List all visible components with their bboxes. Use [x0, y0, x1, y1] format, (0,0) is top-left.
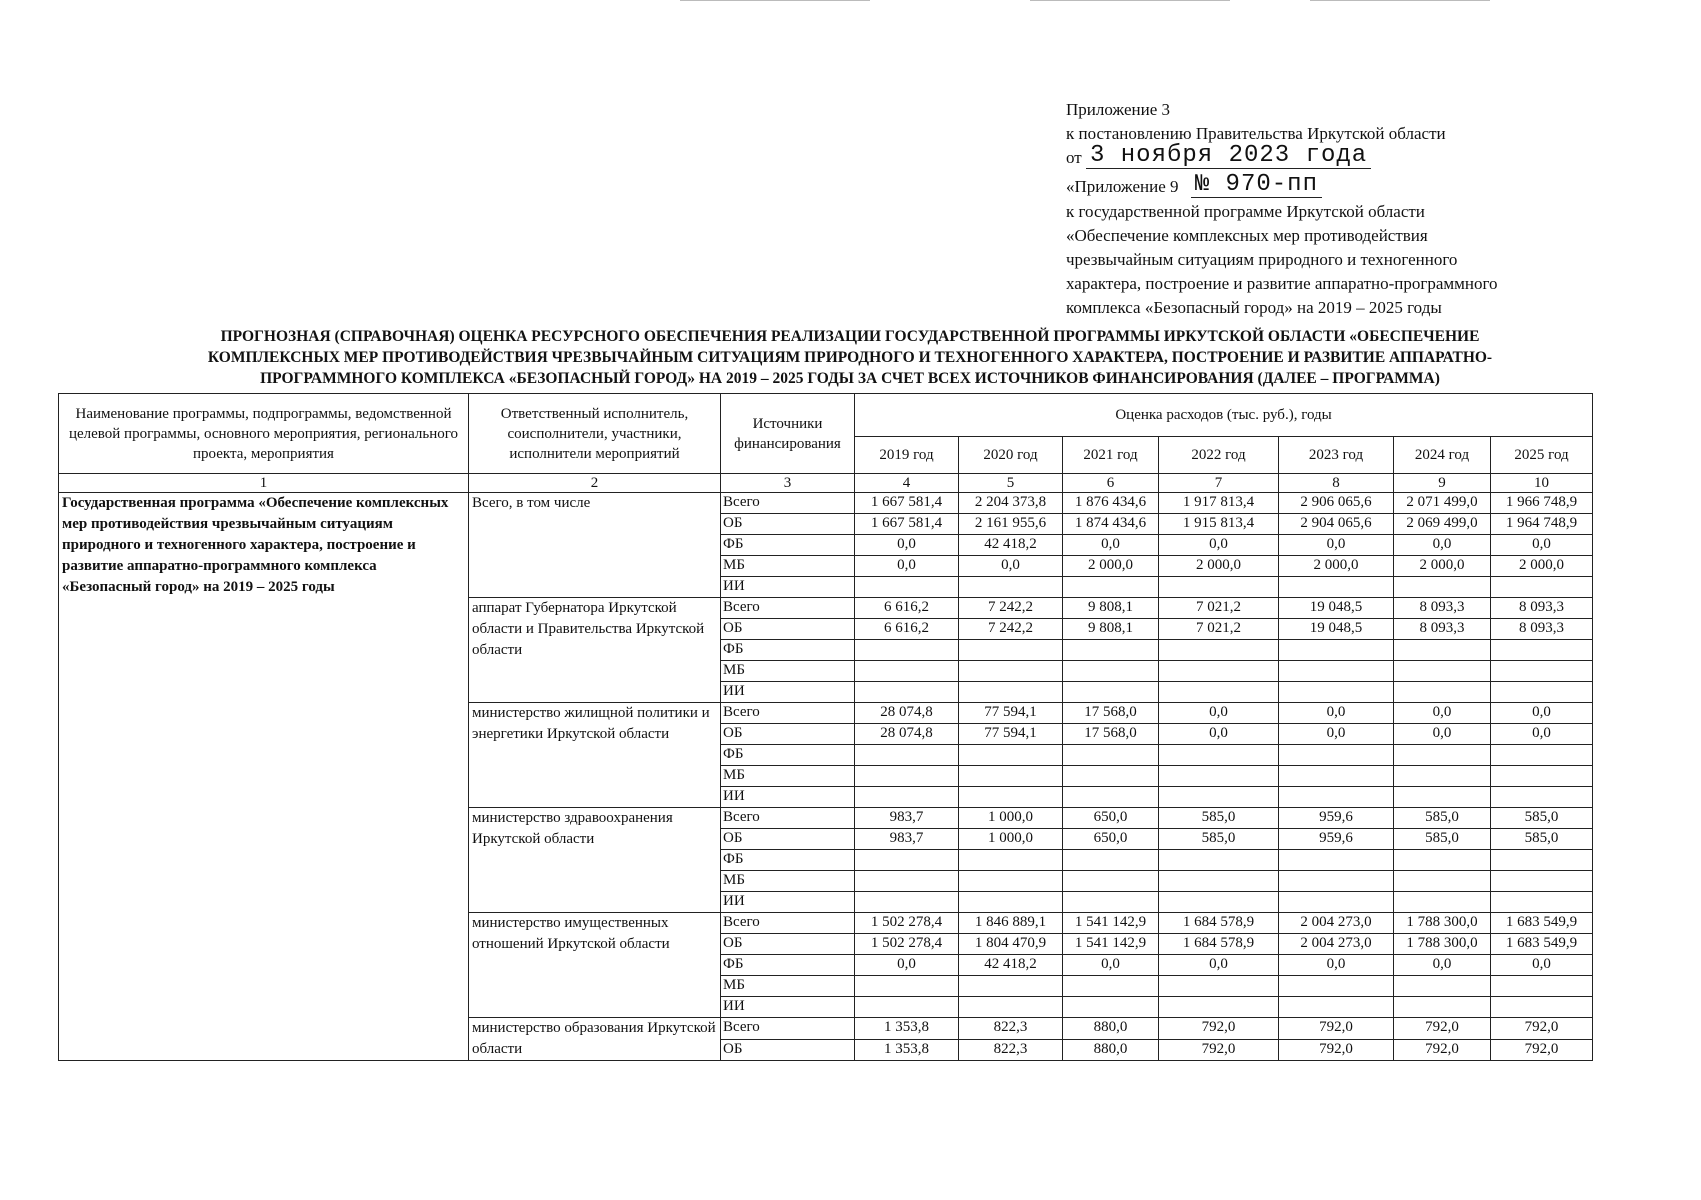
source-cell: ИИ	[721, 997, 855, 1018]
value-cell: 1 684 578,9	[1159, 934, 1279, 955]
source-cell: ОБ	[721, 619, 855, 640]
value-cell	[1279, 745, 1394, 766]
header-year: 2021 год	[1063, 437, 1159, 474]
source-cell: Всего	[721, 703, 855, 724]
value-cell: 585,0	[1159, 829, 1279, 850]
title-line-1: ПРОГНОЗНАЯ (СПРАВОЧНАЯ) ОЦЕНКА РЕСУРСНОГО ОБЕСПЕЧЕНИЯ РЕАЛИЗАЦИИ ГОСУДАРСТВЕННОЙ ПРОГРАММЫ ИРКУТСКОЙ ОБЛАСТИ «ОБЕСПЕЧЕНИЕ	[220, 328, 1480, 345]
value-cell	[1491, 745, 1593, 766]
value-cell	[1491, 892, 1593, 913]
value-cell: 0,0	[1491, 535, 1593, 556]
header-column-numbers	[59, 474, 1593, 493]
value-cell: 1 683 549,9	[1491, 913, 1593, 934]
value-cell	[1394, 892, 1491, 913]
value-cell: 1 915 813,4	[1159, 514, 1279, 535]
value-cell: 7 242,2	[959, 619, 1063, 640]
value-cell	[1063, 661, 1159, 682]
table-row	[59, 493, 1593, 514]
appendix-line-1: Приложение 3	[1066, 100, 1170, 119]
value-cell: 1 000,0	[959, 808, 1063, 829]
value-cell: 792,0	[1279, 1039, 1394, 1061]
value-cell	[1159, 892, 1279, 913]
value-cell: 1 966 748,9	[1491, 493, 1593, 514]
value-cell: 0,0	[1159, 724, 1279, 745]
value-cell: 2 000,0	[1063, 556, 1159, 577]
value-cell	[1159, 976, 1279, 997]
value-cell: 1 502 278,4	[855, 913, 959, 934]
value-cell	[1279, 892, 1394, 913]
source-cell: МБ	[721, 556, 855, 577]
value-cell	[1063, 976, 1159, 997]
appendix-line-8: характера, построение и развитие аппаратно-программного	[1066, 274, 1498, 293]
value-cell: 19 048,5	[1279, 619, 1394, 640]
value-cell: 1 667 581,4	[855, 514, 959, 535]
value-cell	[959, 997, 1063, 1018]
value-cell	[1063, 640, 1159, 661]
value-cell	[1394, 661, 1491, 682]
value-cell	[1279, 577, 1394, 598]
appendix-line-6: «Обеспечение комплексных мер противодействия	[1066, 226, 1428, 245]
value-cell: 1 876 434,6	[1063, 493, 1159, 514]
value-cell: 0,0	[855, 556, 959, 577]
value-cell	[1159, 787, 1279, 808]
value-cell: 0,0	[1279, 703, 1394, 724]
value-cell: 792,0	[1394, 1018, 1491, 1040]
source-cell: ФБ	[721, 745, 855, 766]
date-stamp: 3 ноября 2023 года	[1086, 144, 1371, 169]
value-cell: 0,0	[1063, 535, 1159, 556]
value-cell	[1063, 577, 1159, 598]
value-cell	[855, 892, 959, 913]
value-cell: 6 616,2	[855, 598, 959, 619]
column-number: 4	[855, 474, 959, 493]
ot-label: от	[1066, 148, 1082, 167]
value-cell	[1491, 640, 1593, 661]
value-cell: 2 004 273,0	[1279, 913, 1394, 934]
appendix-line-5: к государственной программе Иркутской области	[1066, 202, 1425, 221]
column-number: 5	[959, 474, 1063, 493]
value-cell	[855, 577, 959, 598]
value-cell	[1159, 661, 1279, 682]
value-cell: 0,0	[1394, 535, 1491, 556]
value-cell: 880,0	[1063, 1039, 1159, 1061]
column-number: 3	[721, 474, 855, 493]
value-cell: 6 616,2	[855, 619, 959, 640]
executor-cell: министерство жилищной политики и энергетики Иркутской области	[469, 703, 721, 808]
document-title	[100, 326, 1600, 389]
value-cell	[1394, 766, 1491, 787]
value-cell: 0,0	[1159, 955, 1279, 976]
value-cell	[855, 682, 959, 703]
value-cell	[1394, 745, 1491, 766]
value-cell: 7 242,2	[959, 598, 1063, 619]
value-cell: 0,0	[1394, 955, 1491, 976]
value-cell: 0,0	[959, 556, 1063, 577]
source-cell: ОБ	[721, 829, 855, 850]
source-cell: ОБ	[721, 514, 855, 535]
source-cell: МБ	[721, 871, 855, 892]
value-cell	[959, 892, 1063, 913]
value-cell	[1394, 787, 1491, 808]
value-cell	[855, 787, 959, 808]
value-cell	[1491, 682, 1593, 703]
value-cell: 585,0	[1491, 808, 1593, 829]
value-cell: 792,0	[1491, 1039, 1593, 1061]
value-cell: 0,0	[1279, 724, 1394, 745]
value-cell	[959, 976, 1063, 997]
column-number: 2	[469, 474, 721, 493]
executor-cell: аппарат Губернатора Иркутской области и Правительства Иркутской области	[469, 598, 721, 703]
header-name: Наименование программы, подпрограммы, ведомственной целевой программы, основного мероприятия, регионального проекта, мероприятия	[59, 394, 469, 474]
value-cell: 1 684 578,9	[1159, 913, 1279, 934]
value-cell: 42 418,2	[959, 535, 1063, 556]
column-number: 9	[1394, 474, 1491, 493]
value-cell	[1279, 787, 1394, 808]
value-cell: 0,0	[1279, 535, 1394, 556]
value-cell: 585,0	[1491, 829, 1593, 850]
value-cell: 0,0	[1491, 955, 1593, 976]
value-cell: 2 000,0	[1279, 556, 1394, 577]
value-cell: 0,0	[855, 955, 959, 976]
value-cell: 8 093,3	[1394, 598, 1491, 619]
column-number: 7	[1159, 474, 1279, 493]
value-cell: 0,0	[1394, 724, 1491, 745]
column-number: 6	[1063, 474, 1159, 493]
source-cell: Всего	[721, 1018, 855, 1040]
value-cell	[855, 640, 959, 661]
value-cell: 0,0	[1159, 535, 1279, 556]
column-number: 1	[59, 474, 469, 493]
value-cell	[1279, 661, 1394, 682]
value-cell: 585,0	[1159, 808, 1279, 829]
value-cell: 1 000,0	[959, 829, 1063, 850]
value-cell	[1279, 640, 1394, 661]
source-cell: Всего	[721, 598, 855, 619]
value-cell	[1159, 682, 1279, 703]
value-cell: 77 594,1	[959, 724, 1063, 745]
value-cell	[1491, 850, 1593, 871]
value-cell: 1 667 581,4	[855, 493, 959, 514]
value-cell	[959, 682, 1063, 703]
value-cell	[1491, 577, 1593, 598]
value-cell: 1 788 300,0	[1394, 934, 1491, 955]
value-cell: 792,0	[1491, 1018, 1593, 1040]
value-cell	[1063, 682, 1159, 703]
value-cell: 1 353,8	[855, 1039, 959, 1061]
appendix-9-label: «Приложение 9	[1066, 177, 1179, 196]
header-year: 2024 год	[1394, 437, 1491, 474]
source-cell: МБ	[721, 976, 855, 997]
value-cell: 9 808,1	[1063, 598, 1159, 619]
value-cell	[1063, 766, 1159, 787]
value-cell	[1159, 997, 1279, 1018]
executor-cell: министерство имущественных отношений Иркутской области	[469, 913, 721, 1018]
title-line-3: ПРОГРАММНОГО КОМПЛЕКСА «БЕЗОПАСНЫЙ ГОРОД» НА 2019 – 2025 ГОДЫ ЗА СЧЕТ ВСЕХ ИСТОЧНИКОВ ФИНАНСИРОВАНИЯ (ДАЛЕЕ – ПРОГРАММА)	[260, 370, 1440, 387]
value-cell	[1491, 976, 1593, 997]
header-sources: Источники финансирования	[721, 394, 855, 474]
value-cell	[959, 850, 1063, 871]
header-year: 2025 год	[1491, 437, 1593, 474]
value-cell: 983,7	[855, 829, 959, 850]
value-cell	[959, 640, 1063, 661]
value-cell: 1 683 549,9	[1491, 934, 1593, 955]
value-cell: 0,0	[1491, 724, 1593, 745]
value-cell	[1279, 682, 1394, 703]
source-cell: ФБ	[721, 535, 855, 556]
column-number: 8	[1279, 474, 1394, 493]
value-cell	[1063, 892, 1159, 913]
value-cell	[1159, 577, 1279, 598]
value-cell	[1394, 640, 1491, 661]
executor-cell: министерство здравоохранения Иркутской области	[469, 808, 721, 913]
source-cell: ИИ	[721, 787, 855, 808]
value-cell: 28 074,8	[855, 724, 959, 745]
value-cell: 2 161 955,6	[959, 514, 1063, 535]
value-cell	[1491, 997, 1593, 1018]
value-cell: 983,7	[855, 808, 959, 829]
value-cell: 8 093,3	[1491, 598, 1593, 619]
value-cell	[1394, 577, 1491, 598]
source-cell: Всего	[721, 493, 855, 514]
value-cell	[959, 745, 1063, 766]
value-cell: 792,0	[1279, 1018, 1394, 1040]
value-cell: 1 874 434,6	[1063, 514, 1159, 535]
value-cell: 585,0	[1394, 808, 1491, 829]
value-cell: 19 048,5	[1279, 598, 1394, 619]
source-cell: МБ	[721, 766, 855, 787]
source-cell: ФБ	[721, 955, 855, 976]
value-cell: 0,0	[1491, 703, 1593, 724]
number-stamp: № 970-пп	[1191, 173, 1322, 198]
appendix-number-row	[1066, 171, 1666, 200]
value-cell	[855, 976, 959, 997]
value-cell: 2 069 499,0	[1394, 514, 1491, 535]
value-cell: 0,0	[1394, 703, 1491, 724]
header-year: 2019 год	[855, 437, 959, 474]
value-cell: 9 808,1	[1063, 619, 1159, 640]
value-cell: 1 804 470,9	[959, 934, 1063, 955]
value-cell	[1063, 787, 1159, 808]
value-cell: 2 204 373,8	[959, 493, 1063, 514]
resource-table	[58, 393, 1593, 1061]
appendix-date-row	[1066, 142, 1666, 171]
value-cell	[1063, 745, 1159, 766]
value-cell: 585,0	[1394, 829, 1491, 850]
value-cell: 792,0	[1394, 1039, 1491, 1061]
value-cell: 2 071 499,0	[1394, 493, 1491, 514]
value-cell	[855, 997, 959, 1018]
value-cell	[855, 661, 959, 682]
value-cell: 1 788 300,0	[1394, 913, 1491, 934]
value-cell	[1491, 871, 1593, 892]
value-cell	[1394, 997, 1491, 1018]
value-cell: 7 021,2	[1159, 598, 1279, 619]
source-cell: Всего	[721, 913, 855, 934]
value-cell	[1491, 787, 1593, 808]
value-cell	[1279, 850, 1394, 871]
source-cell: ИИ	[721, 577, 855, 598]
value-cell: 0,0	[855, 535, 959, 556]
value-cell	[959, 871, 1063, 892]
value-cell: 17 568,0	[1063, 724, 1159, 745]
value-cell	[1063, 997, 1159, 1018]
value-cell: 1 846 889,1	[959, 913, 1063, 934]
value-cell: 0,0	[1279, 955, 1394, 976]
source-cell: ИИ	[721, 682, 855, 703]
value-cell: 880,0	[1063, 1018, 1159, 1040]
source-cell: ИИ	[721, 892, 855, 913]
value-cell: 77 594,1	[959, 703, 1063, 724]
appendix-block	[1066, 98, 1666, 320]
value-cell	[1279, 871, 1394, 892]
executor-cell: министерство образования Иркутской области	[469, 1018, 721, 1061]
value-cell: 822,3	[959, 1039, 1063, 1061]
value-cell	[855, 871, 959, 892]
value-cell: 2 000,0	[1159, 556, 1279, 577]
value-cell: 2 904 065,6	[1279, 514, 1394, 535]
value-cell: 42 418,2	[959, 955, 1063, 976]
appendix-line-7: чрезвычайным ситуациям природного и техногенного	[1066, 250, 1458, 269]
value-cell	[959, 766, 1063, 787]
value-cell	[1394, 850, 1491, 871]
value-cell: 7 021,2	[1159, 619, 1279, 640]
scan-artifact	[680, 0, 870, 1]
value-cell: 8 093,3	[1394, 619, 1491, 640]
value-cell: 959,6	[1279, 808, 1394, 829]
appendix-line-2: к постановлению Правительства Иркутской области	[1066, 124, 1446, 143]
value-cell: 822,3	[959, 1018, 1063, 1040]
value-cell: 1 917 813,4	[1159, 493, 1279, 514]
value-cell: 792,0	[1159, 1018, 1279, 1040]
value-cell	[1159, 745, 1279, 766]
value-cell: 1 541 142,9	[1063, 913, 1159, 934]
value-cell: 8 093,3	[1491, 619, 1593, 640]
scan-artifact	[1310, 0, 1490, 1]
title-line-2: КОМПЛЕКСНЫХ МЕР ПРОТИВОДЕЙСТВИЯ ЧРЕЗВЫЧАЙНЫМ СИТУАЦИЯМ ПРИРОДНОГО И ТЕХНОГЕННОГО ХАРАКТЕРА, ПОСТРОЕНИЕ И РАЗВИТИЕ АППАРАТНО-	[207, 349, 1493, 366]
value-cell	[959, 577, 1063, 598]
program-name-cell: Государственная программа «Обеспечение комплексных мер противодействия чрезвычайным ситуациям природного и техногенного характера, построение и развитие аппаратно-программного комплекса «Безопасный город» на 2019 – 2025 годы	[59, 493, 469, 1061]
header-year: 2023 год	[1279, 437, 1394, 474]
header-year: 2020 год	[959, 437, 1063, 474]
source-cell: ОБ	[721, 1039, 855, 1061]
source-cell: ФБ	[721, 850, 855, 871]
value-cell	[1491, 766, 1593, 787]
value-cell: 650,0	[1063, 808, 1159, 829]
value-cell	[1394, 976, 1491, 997]
source-cell: МБ	[721, 661, 855, 682]
value-cell: 17 568,0	[1063, 703, 1159, 724]
value-cell: 650,0	[1063, 829, 1159, 850]
column-number: 10	[1491, 474, 1593, 493]
executor-cell: Всего, в том числе	[469, 493, 721, 598]
appendix-line-9: комплекса «Безопасный город» на 2019 – 2025 годы	[1066, 298, 1442, 317]
value-cell	[855, 745, 959, 766]
source-cell: ФБ	[721, 640, 855, 661]
value-cell	[1063, 850, 1159, 871]
source-cell: ОБ	[721, 724, 855, 745]
value-cell: 1 353,8	[855, 1018, 959, 1040]
header-row-1	[59, 394, 1593, 437]
value-cell	[1279, 997, 1394, 1018]
header-executor: Ответственный исполнитель, соисполнители, участники, исполнители мероприятий	[469, 394, 721, 474]
source-cell: ОБ	[721, 934, 855, 955]
header-expenses: Оценка расходов (тыс. руб.), годы	[855, 394, 1593, 437]
value-cell: 2 004 273,0	[1279, 934, 1394, 955]
value-cell	[1491, 661, 1593, 682]
scan-artifact	[1030, 0, 1230, 1]
value-cell	[855, 850, 959, 871]
value-cell	[1159, 850, 1279, 871]
value-cell: 959,6	[1279, 829, 1394, 850]
value-cell: 792,0	[1159, 1039, 1279, 1061]
value-cell: 1 502 278,4	[855, 934, 959, 955]
value-cell: 1 541 142,9	[1063, 934, 1159, 955]
value-cell	[1394, 682, 1491, 703]
value-cell: 2 906 065,6	[1279, 493, 1394, 514]
value-cell	[1394, 871, 1491, 892]
value-cell: 0,0	[1063, 955, 1159, 976]
value-cell: 2 000,0	[1394, 556, 1491, 577]
value-cell	[1159, 871, 1279, 892]
value-cell	[959, 661, 1063, 682]
value-cell	[855, 766, 959, 787]
value-cell	[1159, 640, 1279, 661]
value-cell	[1279, 976, 1394, 997]
value-cell: 0,0	[1159, 703, 1279, 724]
value-cell	[1063, 871, 1159, 892]
value-cell: 28 074,8	[855, 703, 959, 724]
table-body	[59, 493, 1593, 1061]
value-cell	[1159, 766, 1279, 787]
value-cell: 1 964 748,9	[1491, 514, 1593, 535]
value-cell: 2 000,0	[1491, 556, 1593, 577]
value-cell	[959, 787, 1063, 808]
value-cell	[1279, 766, 1394, 787]
header-year: 2022 год	[1159, 437, 1279, 474]
source-cell: Всего	[721, 808, 855, 829]
